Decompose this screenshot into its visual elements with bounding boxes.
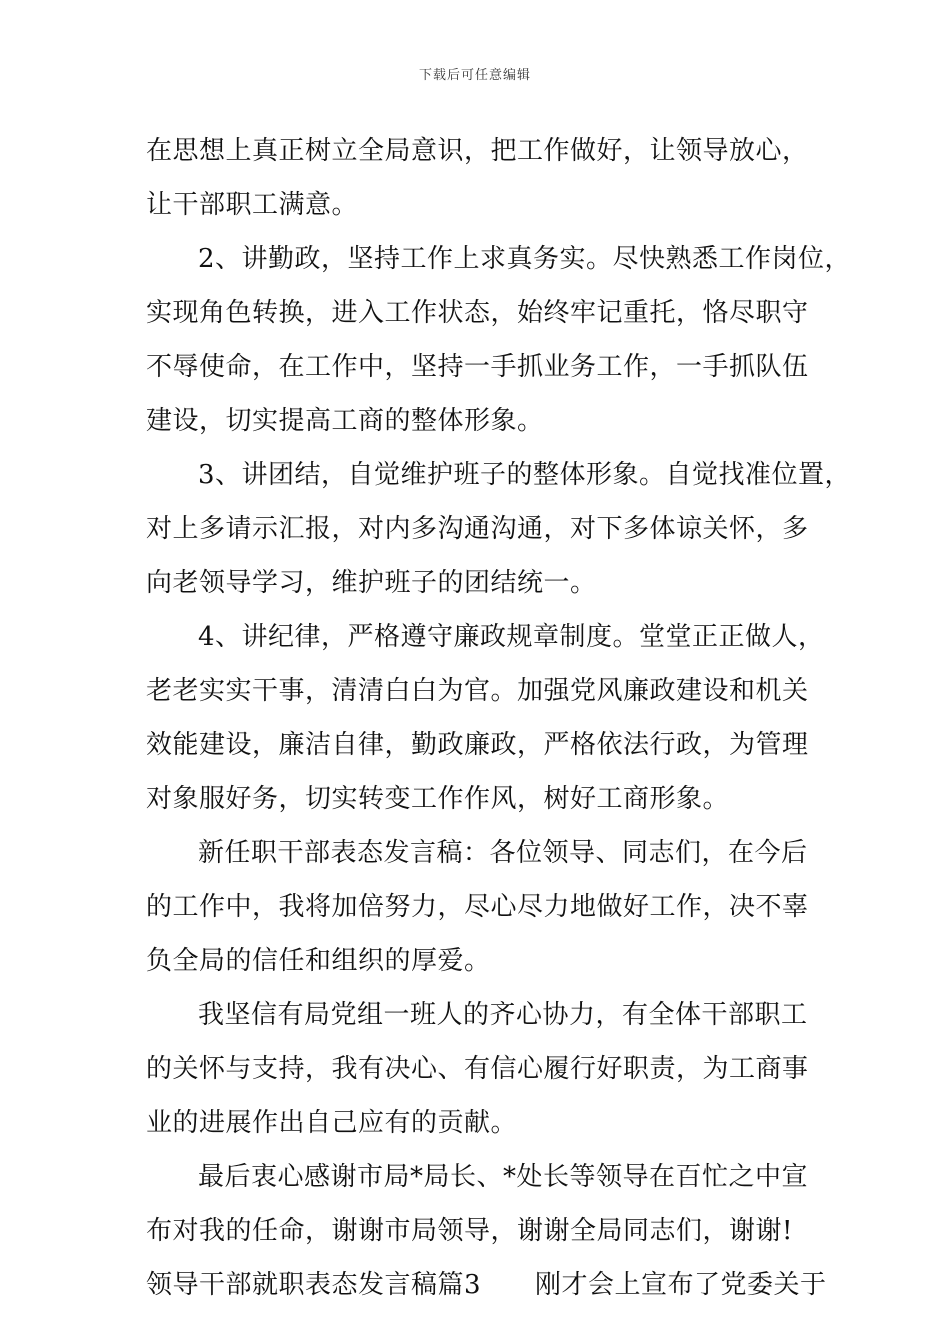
text-line: 让干部职工满意。 [146, 190, 359, 220]
paragraph-start-line: 我坚信有局党组一班人的齐心协力，有全体干部职工 [198, 1000, 808, 1030]
text-line: 对上多请示汇报，对内多沟通沟通，对下多体谅关怀，多 [146, 514, 809, 544]
paragraph-start-line: 新任职干部表态发言稿：各位领导、同志们，在今后 [198, 838, 808, 868]
text-line: 实现角色转换，进入工作状态，始终牢记重托，恪尽职守 [146, 298, 809, 328]
paragraph-start-line: 4、讲纪律，严格遵守廉政规章制度。堂堂正正做人， [198, 622, 825, 652]
text-line: 业的进展作出自己应有的贡献。 [146, 1108, 518, 1138]
paragraph-start-line: 2、讲勤政，坚持工作上求真务实。尽快熟悉工作岗位， [198, 244, 852, 274]
text-line: 不辱使命，在工作中，坚持一手抓业务工作，一手抓队伍 [146, 352, 809, 382]
text-line: 老老实实干事，清清白白为官。加强党风廉政建设和机关 [146, 676, 809, 706]
text-line: 建设，切实提高工商的整体形象。 [146, 406, 544, 436]
section-intro-text: 刚才会上宣布了党委关于 [535, 1270, 827, 1300]
paragraph-start-line: 3、讲团结，自觉维护班子的整体形象。自觉找准位置， [198, 460, 852, 490]
text-line: 效能建设，廉洁自律，勤政廉政，严格依法行政，为管理 [146, 730, 809, 760]
section-heading: 领导干部就职表态发言稿篇3 [146, 1270, 482, 1300]
text-line: 对象服好务，切实转变工作作风，树好工商形象。 [146, 784, 730, 814]
text-line: 的工作中，我将加倍努力，尽心尽力地做好工作，决不辜 [146, 892, 809, 922]
paragraph-start-line: 最后衷心感谢市局*局长、*处长等领导在百忙之中宣 [198, 1162, 809, 1192]
text-line: 的关怀与支持，我有决心、有信心履行好职责，为工商事 [146, 1054, 809, 1084]
section-heading-line [146, 1258, 826, 1312]
page-header: 下载后可任意编辑 [418, 68, 531, 83]
text-line: 负全局的信任和组织的厚爱。 [146, 946, 491, 976]
text-line: 布对我的任命，谢谢市局领导，谢谢全局同志们，谢谢! [146, 1216, 793, 1246]
text-line: 向老领导学习，维护班子的团结统一。 [146, 568, 597, 598]
document-body [146, 124, 852, 1312]
text-line: 在思想上真正树立全局意识，把工作做好，让领导放心， [146, 136, 809, 166]
